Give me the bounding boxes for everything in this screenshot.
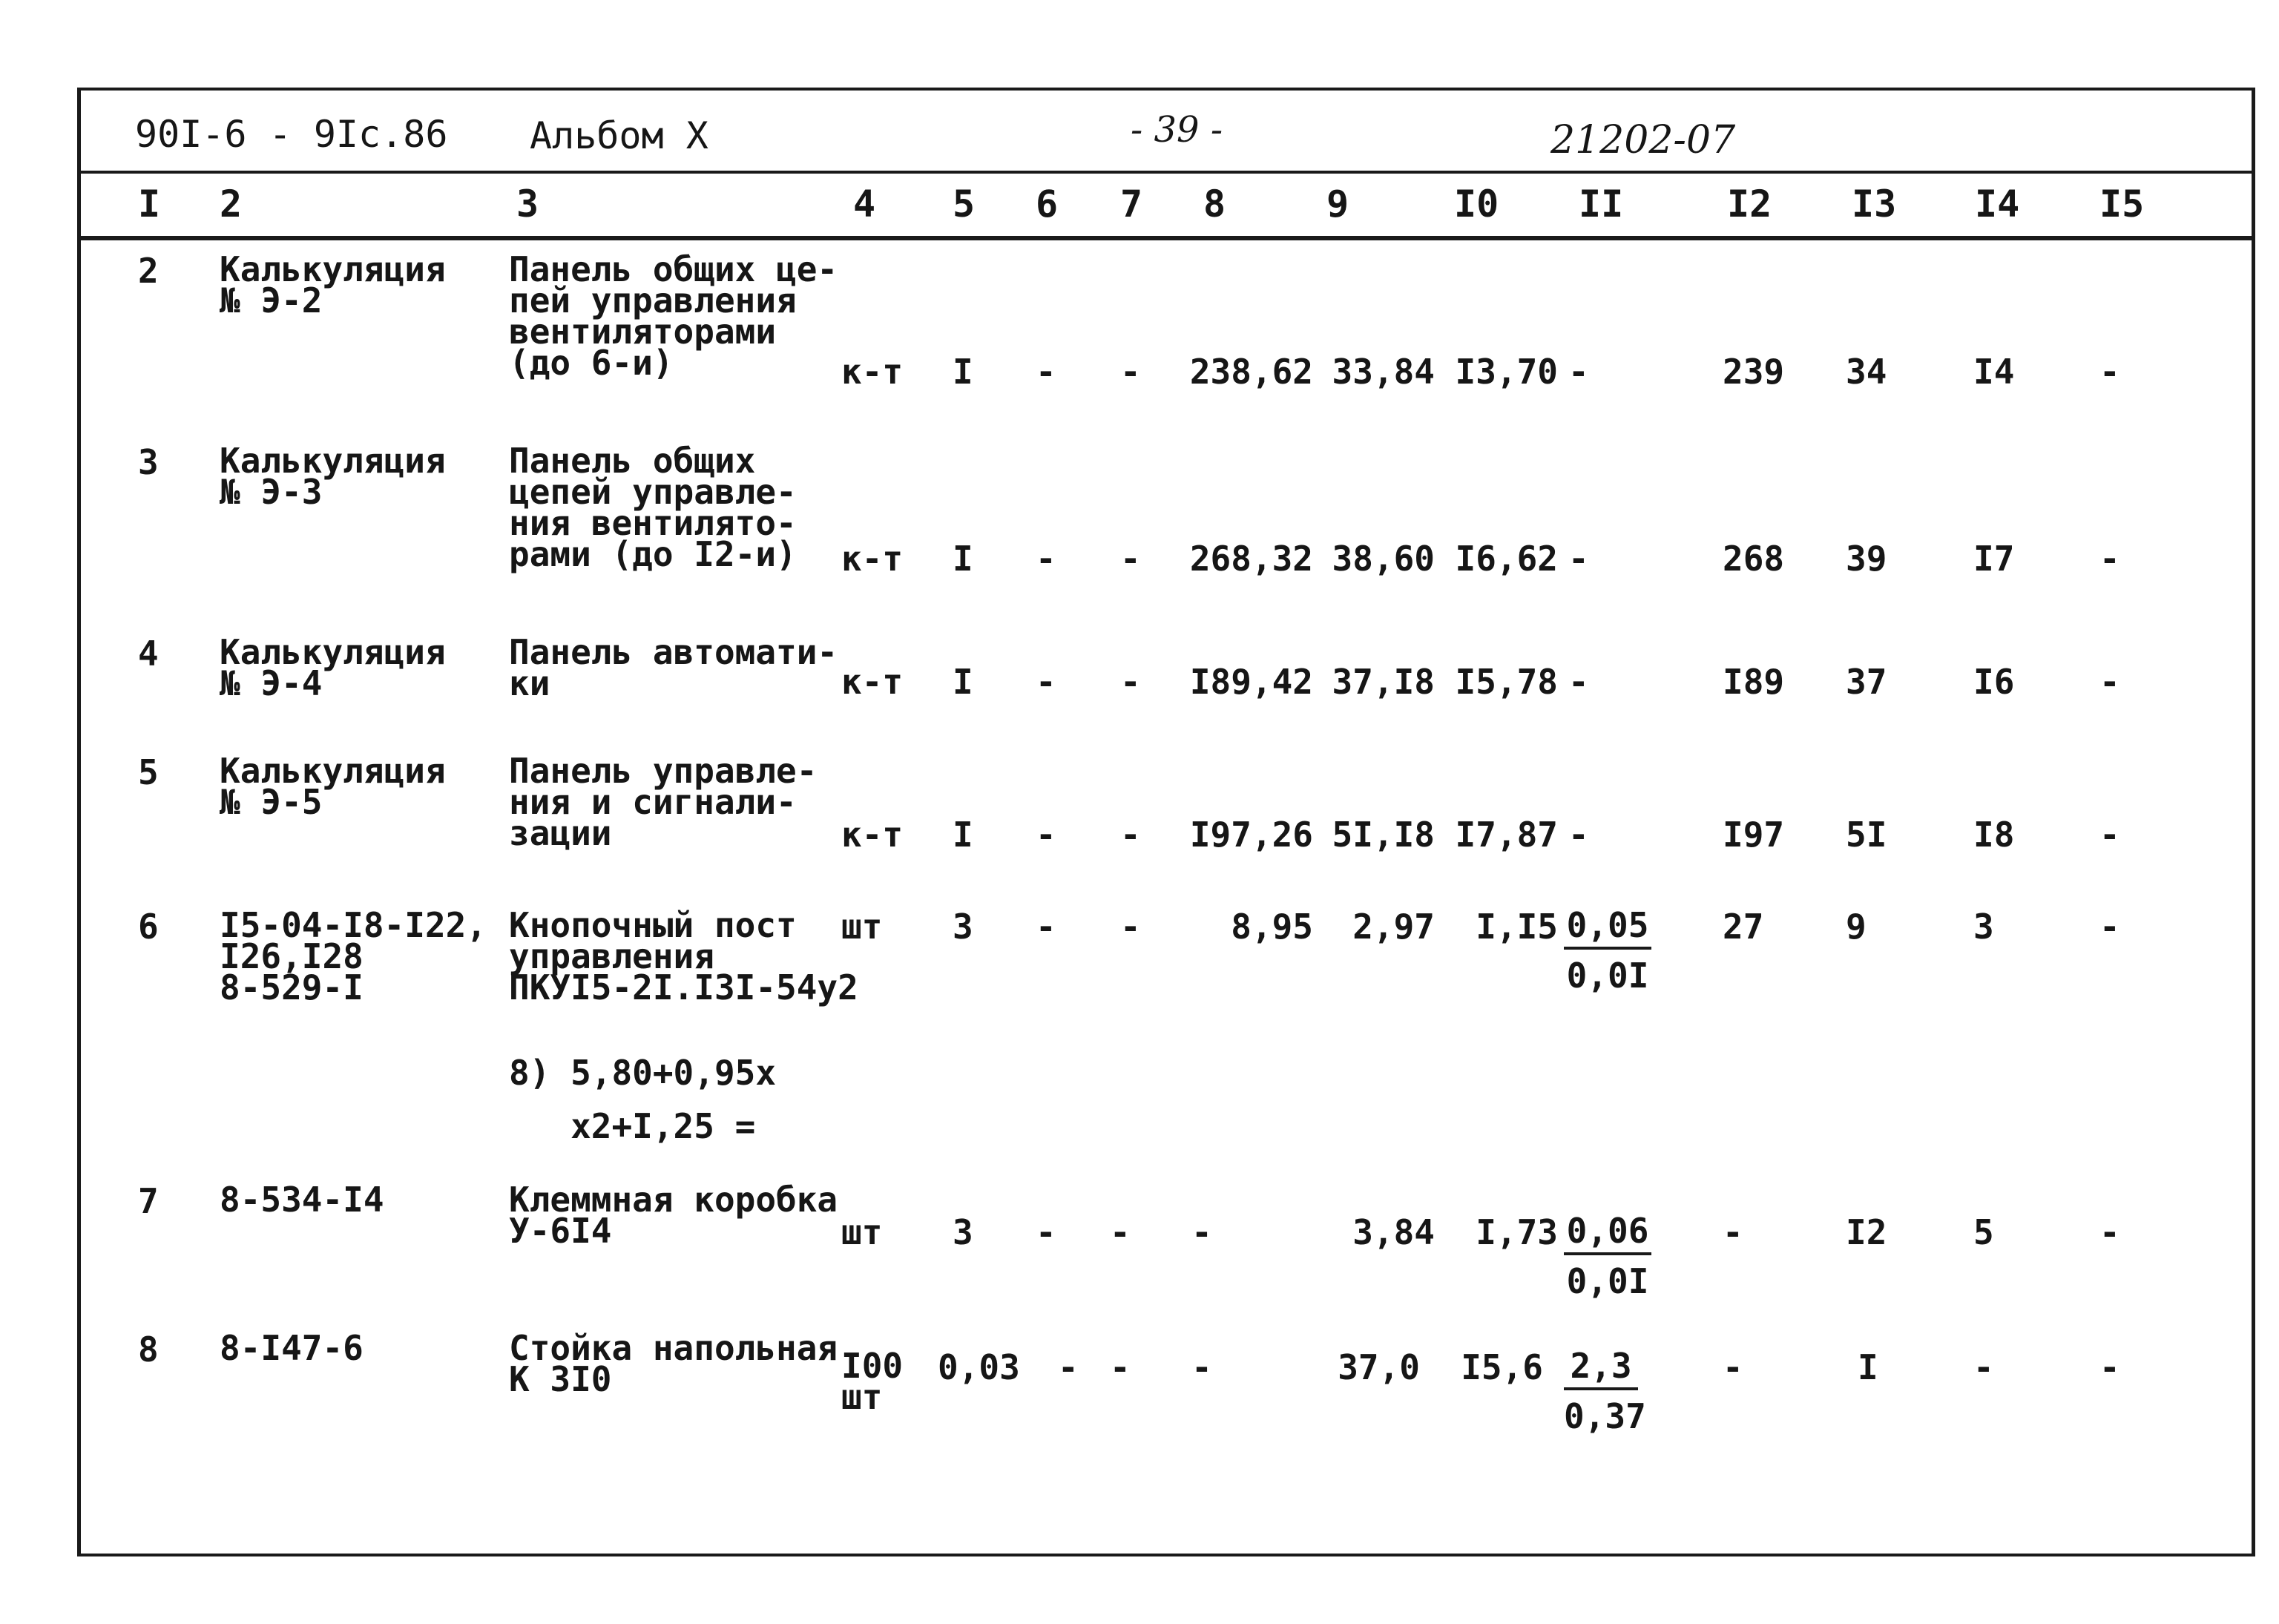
row-quantity: 3: [953, 907, 973, 947]
row-col12: -: [1723, 1347, 1743, 1387]
row-reference: 8-534-I4: [220, 1180, 384, 1220]
row-col11: -: [1568, 539, 1589, 579]
row-col13: 39: [1846, 539, 1887, 579]
row-col15: -: [2099, 1212, 2120, 1252]
col-header-8: 8: [1203, 183, 1226, 226]
row-col12: 27: [1723, 907, 1764, 947]
row-reference: Калькуляция № Э-2: [220, 249, 446, 320]
fraction-numerator: 0,05: [1564, 908, 1651, 950]
row-col14: 3: [1973, 907, 1994, 947]
row-col11: -: [1568, 352, 1589, 392]
col-header-5: 5: [953, 183, 976, 226]
row-col6: -: [1036, 662, 1056, 702]
row-reference: I5-04-I8-I22, I26,I28 8-529-I: [220, 905, 487, 1007]
columns-divider: [77, 236, 2255, 240]
row-col15: -: [2099, 539, 2120, 579]
row-description: Кнопочный пост управления ПКУI5-2I.I3I-54у2: [509, 905, 858, 1007]
row-unit: к-т: [841, 662, 904, 702]
row-description: Клеммная коробка У-6I4: [509, 1180, 838, 1251]
row-col14: I7: [1973, 539, 2015, 579]
row-quantity: 3: [953, 1212, 973, 1252]
row-quantity: 0,03: [938, 1347, 1020, 1387]
calculation-note: 8) 5,80+0,95х х2+I,25 =: [509, 1053, 777, 1146]
row-col9: 2,97: [1352, 907, 1435, 947]
row-description: Панель общих це- пей управления вентиляторами (до 6-и): [509, 249, 838, 383]
row-col6: -: [1036, 1212, 1056, 1252]
col-header-3: 3: [516, 183, 539, 226]
row-col14: I6: [1973, 662, 2015, 702]
row-quantity: I: [953, 352, 973, 392]
row-description: Панель управле- ния и сигнали- зации: [509, 751, 818, 853]
row-reference: Калькуляция № Э-5: [220, 751, 446, 822]
row-col8: -: [1191, 1347, 1212, 1387]
row-number: 2: [138, 251, 159, 291]
doc-code: 90I-6 - 9Ic.86: [135, 113, 448, 156]
row-col15: -: [2099, 662, 2120, 702]
row-number: 4: [138, 634, 159, 674]
row-col6: -: [1036, 352, 1056, 392]
row-quantity: I: [953, 539, 973, 579]
row-col7: -: [1120, 815, 1141, 855]
row-col9: 5I,I8: [1332, 815, 1435, 855]
fraction-numerator: 2,3: [1564, 1349, 1638, 1390]
row-number: 5: [138, 752, 159, 792]
row-col12: -: [1723, 1212, 1743, 1252]
col-header-6: 6: [1036, 183, 1059, 226]
row-col10: I5,78: [1455, 662, 1558, 702]
row-col7: -: [1120, 539, 1141, 579]
row-col13: I: [1858, 1347, 1878, 1387]
row-col9: 3,84: [1352, 1212, 1435, 1252]
row-col6: -: [1036, 815, 1056, 855]
row-reference: Калькуляция № Э-4: [220, 632, 446, 703]
fraction-numerator: 0,06: [1564, 1214, 1651, 1255]
row-quantity: I: [953, 662, 973, 702]
row-col13: 37: [1846, 662, 1887, 702]
frame-left-border: [77, 88, 81, 1556]
row-col7: -: [1120, 352, 1141, 392]
row-col12: 268: [1723, 539, 1785, 579]
row-col10: I7,87: [1455, 815, 1558, 855]
col-header-10: I0: [1454, 183, 1499, 226]
col-header-14: I4: [1975, 183, 2020, 226]
row-description: Панель общих цепей управле- ния вентилято- рами (до I2-и): [509, 441, 797, 574]
row-col12: 239: [1723, 352, 1785, 392]
row-unit: к-т: [841, 815, 904, 855]
row-col10: I,73: [1476, 1212, 1558, 1252]
frame-top-border: [77, 88, 2255, 91]
row-col7: -: [1120, 907, 1141, 947]
row-col10: I6,62: [1455, 539, 1558, 579]
row-col13: I2: [1846, 1212, 1887, 1252]
row-col8: I89,42: [1189, 662, 1313, 702]
row-col13: 9: [1846, 907, 1867, 947]
row-col6: -: [1036, 539, 1056, 579]
row-col7: -: [1110, 1212, 1131, 1252]
row-col10: I5,6: [1461, 1347, 1543, 1387]
row-col10: I,I5: [1476, 907, 1558, 947]
row-col11: -: [1568, 662, 1589, 702]
row-col8: I97,26: [1189, 815, 1313, 855]
row-col9: 37,I8: [1332, 662, 1435, 702]
row-col11: -: [1568, 815, 1589, 855]
row-quantity: I: [953, 815, 973, 855]
row-col7: -: [1110, 1347, 1131, 1387]
row-number: 3: [138, 442, 159, 482]
row-number: 8: [138, 1329, 159, 1370]
album-label: Альбом X: [530, 114, 708, 157]
document-number: 21202-07: [1550, 118, 1736, 162]
col-header-1: I: [138, 183, 161, 226]
row-number: 7: [138, 1181, 159, 1221]
row-col10: I3,70: [1455, 352, 1558, 392]
fraction-denominator: 0,37: [1564, 1396, 1646, 1436]
col-header-12: I2: [1727, 183, 1772, 226]
col-header-4: 4: [853, 183, 876, 226]
row-col14: I4: [1973, 352, 2015, 392]
document-frame: [77, 88, 2255, 1556]
row-col9: 33,84: [1332, 352, 1435, 392]
row-col14: I8: [1973, 815, 2015, 855]
row-col8: 238,62: [1189, 352, 1313, 392]
row-col9: 38,60: [1332, 539, 1435, 579]
row-unit: к-т: [841, 352, 904, 392]
col-header-13: I3: [1852, 183, 1897, 226]
frame-right-border: [2252, 88, 2255, 1556]
row-col8: 8,95: [1231, 907, 1313, 947]
header-divider: [77, 171, 2255, 174]
row-reference: Калькуляция № Э-3: [220, 441, 446, 512]
row-col13: 5I: [1846, 815, 1887, 855]
col-header-7: 7: [1120, 183, 1143, 226]
fraction-denominator: 0,0I: [1566, 956, 1649, 996]
col-header-15: I5: [2099, 183, 2145, 226]
fraction-denominator: 0,0I: [1566, 1261, 1649, 1301]
col-header-9: 9: [1326, 183, 1349, 226]
row-col6: -: [1036, 907, 1056, 947]
row-col8: 268,32: [1189, 539, 1313, 579]
page-number: - 39 -: [1131, 109, 1223, 151]
row-col14: -: [1973, 1347, 1994, 1387]
row-unit: шт: [841, 907, 883, 947]
frame-bottom-border: [77, 1554, 2255, 1556]
row-reference: 8-I47-6: [220, 1328, 364, 1368]
row-unit: к-т: [841, 539, 904, 579]
row-unit: I00 шт: [841, 1346, 904, 1417]
row-unit: шт: [841, 1212, 883, 1252]
row-number: 6: [138, 907, 159, 947]
row-col12: I89: [1723, 662, 1785, 702]
row-col11-fraction: [1564, 905, 1651, 996]
row-col12: I97: [1723, 815, 1785, 855]
row-col15: -: [2099, 907, 2120, 947]
row-col11-fraction: [1564, 1211, 1651, 1301]
col-header-2: 2: [220, 183, 243, 226]
row-description: Стойка напольная К 3I0: [509, 1328, 838, 1399]
col-header-11: II: [1579, 183, 1624, 226]
row-col6: -: [1058, 1347, 1079, 1387]
row-col15: -: [2099, 352, 2120, 392]
row-col9: 37,0: [1338, 1347, 1420, 1387]
row-col15: -: [2099, 1347, 2120, 1387]
row-col15: -: [2099, 815, 2120, 855]
row-col7: -: [1120, 662, 1141, 702]
row-col14: 5: [1973, 1212, 1994, 1252]
row-col8: -: [1191, 1212, 1212, 1252]
row-col13: 34: [1846, 352, 1887, 392]
row-col11-fraction: [1564, 1346, 1646, 1436]
row-description: Панель автомати- ки: [509, 632, 838, 703]
